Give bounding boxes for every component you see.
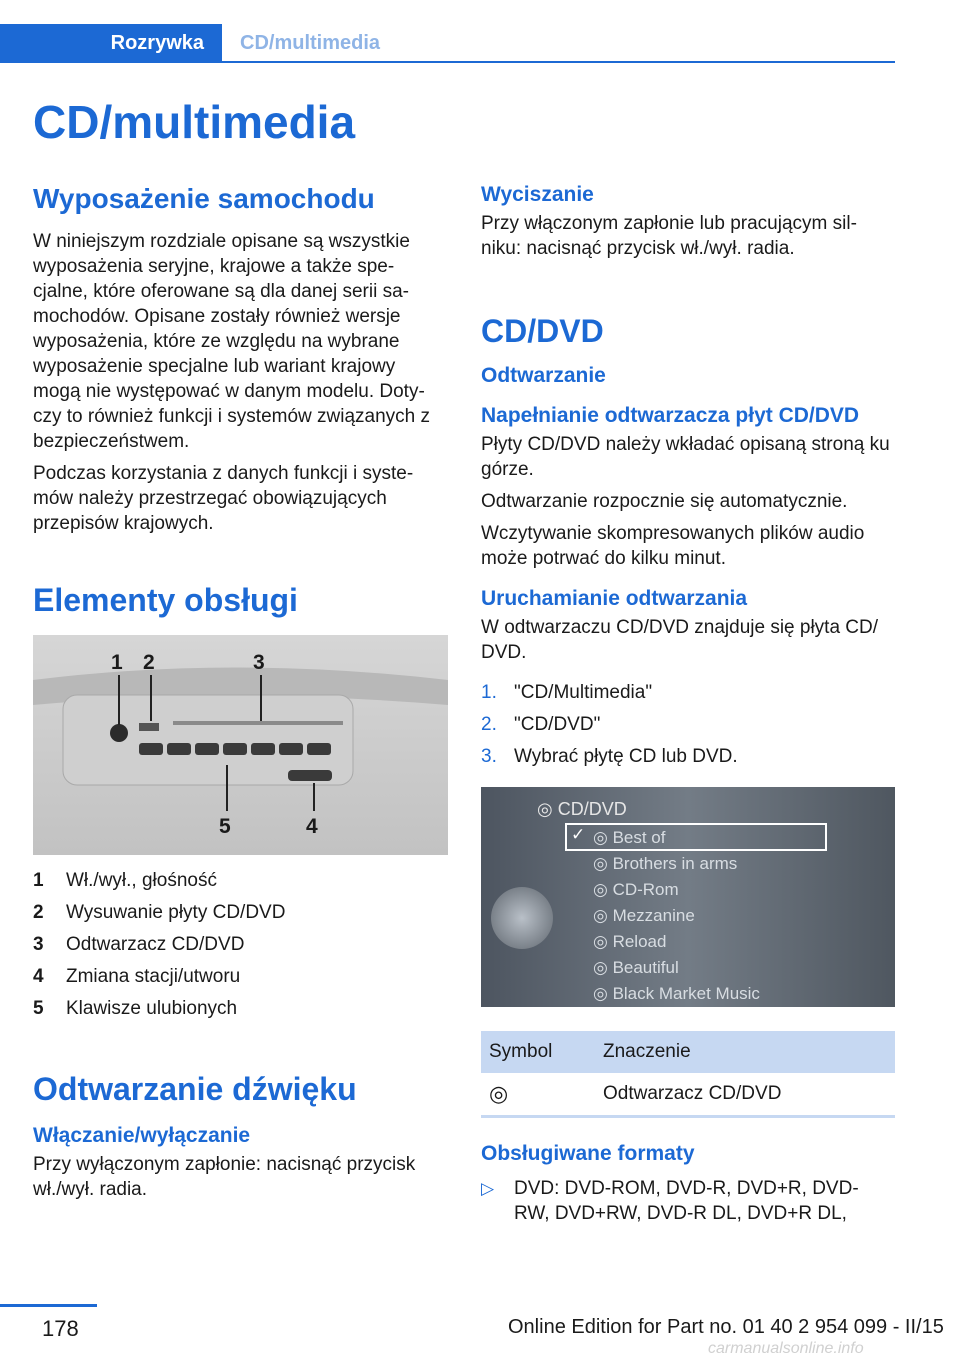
track-list bbox=[593, 825, 760, 1007]
section-title-cd-dvd: CD/DVD bbox=[481, 313, 604, 349]
column-header-symbol: Symbol bbox=[481, 1031, 602, 1073]
legend-text: Zmiana stacji/utworu bbox=[66, 966, 241, 987]
photo-label-5: 5 bbox=[219, 815, 231, 838]
photo-label-1: 1 bbox=[111, 651, 123, 674]
regulations-paragraph: Podczas korzystania z danych funkcji i syste-mów należy przestrzegać obowiązujących przepisów krajowych. bbox=[33, 463, 414, 534]
page-title: CD/multimedia bbox=[33, 96, 356, 148]
step-number: 2. bbox=[481, 714, 497, 735]
step-item bbox=[481, 709, 896, 741]
track-item[interactable] bbox=[593, 955, 760, 981]
track-name: Black Market Music bbox=[612, 984, 760, 1003]
section-title-equipment: Wyposażenie samochodu bbox=[33, 183, 375, 214]
disc-icon: ◎ bbox=[593, 828, 613, 847]
formats-list-item bbox=[481, 1176, 896, 1226]
tab-rozrywka[interactable]: Rozrywka bbox=[0, 24, 222, 62]
disc-icon: ◎ bbox=[593, 880, 613, 899]
loading-paragraph-3: Wczytywanie skompresowanych plików audio może potrwać do kilku minut. bbox=[481, 523, 865, 569]
subsection-title-playback: Odtwarzanie bbox=[481, 364, 606, 387]
disc-icon: ◎ bbox=[489, 1081, 509, 1106]
right-column bbox=[481, 183, 896, 1226]
disc-icon: ◎ bbox=[593, 854, 613, 873]
legend-text: Wysuwanie płyty CD/DVD bbox=[66, 902, 286, 923]
track-item[interactable] bbox=[593, 903, 760, 929]
legend-list bbox=[33, 865, 448, 1025]
track-name: Brothers in arms bbox=[612, 854, 738, 873]
tab-cd-multimedia[interactable]: CD/multimedia bbox=[240, 32, 381, 54]
legend-number: 2 bbox=[33, 902, 44, 923]
track-item[interactable] bbox=[593, 877, 760, 903]
section-title-controls: Elementy obsługi bbox=[33, 582, 298, 618]
symbol-table bbox=[481, 1031, 895, 1118]
check-icon: ✓ bbox=[571, 825, 586, 844]
legend-item bbox=[33, 865, 448, 897]
start-paragraph: W odtwarzaczu CD/DVD znajduje się płyta CD/ DVD. bbox=[481, 617, 879, 663]
subsection-title-start: Uruchamianie odtwarzania bbox=[481, 587, 748, 610]
onoff-paragraph: Przy wyłączonym zapłonie: nacisnąć przycisk wł./wył. radia. bbox=[33, 1154, 416, 1200]
table-row bbox=[481, 1073, 895, 1117]
disc-icon: ◎ bbox=[593, 906, 613, 925]
formats-text: DVD: DVD-ROM, DVD-R, DVD+R, DVD-RW, DVD+RW, DVD-R DL, DVD+R DL, bbox=[514, 1178, 859, 1224]
table-cell-meaning: Odtwarzacz CD/DVD bbox=[603, 1083, 782, 1104]
bullet-triangle-icon: ▷ bbox=[481, 1179, 495, 1198]
step-number: 1. bbox=[481, 682, 497, 703]
loading-paragraph-2: Odtwarzanie rozpocznie się automatycznie. bbox=[481, 491, 848, 512]
column-header-meaning: Znaczenie bbox=[602, 1031, 895, 1073]
track-name: CD-Rom bbox=[612, 880, 679, 899]
track-item[interactable] bbox=[593, 825, 760, 851]
step-text: "CD/Multimedia" bbox=[514, 682, 653, 703]
legend-item bbox=[33, 961, 448, 993]
section-title-audio: Odtwarzanie dźwięku bbox=[33, 1071, 357, 1107]
screen-title: CD/DVD bbox=[557, 799, 627, 819]
disc-icon: ◎ bbox=[537, 799, 553, 819]
step-list bbox=[481, 677, 896, 773]
legend-text: Odtwarzacz CD/DVD bbox=[66, 934, 245, 955]
idrive-screen bbox=[481, 787, 895, 1007]
table-header-row bbox=[481, 1031, 895, 1073]
step-number: 3. bbox=[481, 746, 497, 767]
track-name: Best of bbox=[612, 828, 666, 847]
track-item[interactable] bbox=[593, 851, 760, 877]
track-name: Beautiful bbox=[612, 958, 679, 977]
subsection-title-mute: Wyciszanie bbox=[481, 183, 594, 206]
screen-header bbox=[537, 799, 627, 820]
legend-number: 3 bbox=[33, 934, 44, 955]
legend-number: 1 bbox=[33, 870, 44, 891]
disc-icon: ◎ bbox=[593, 958, 613, 977]
photo-label-3: 3 bbox=[253, 651, 265, 674]
disc-icon: ◎ bbox=[593, 984, 613, 1003]
track-name: Mezzanine bbox=[612, 906, 695, 925]
loading-paragraph-1: Płyty CD/DVD należy wkładać opisaną stroną ku górze. bbox=[481, 434, 890, 480]
step-item bbox=[481, 741, 896, 773]
legend-item bbox=[33, 897, 448, 929]
legend-number: 4 bbox=[33, 966, 44, 987]
mute-paragraph: Przy włączonym zapłonie lub pracującym sil-niku: nacisnąć przycisk wł./wył. radia. bbox=[481, 213, 857, 259]
screen-controller-icon bbox=[491, 887, 553, 949]
legend-number: 5 bbox=[33, 998, 44, 1019]
disc-icon: ◎ bbox=[593, 932, 613, 951]
legend-item bbox=[33, 929, 448, 961]
radio-panel-photo bbox=[33, 635, 448, 855]
step-item bbox=[481, 677, 896, 709]
footer-rule bbox=[0, 1304, 97, 1307]
legend-text: Wł./wył., głośność bbox=[66, 870, 217, 891]
legend-item bbox=[33, 993, 448, 1025]
watermark: carmanualsonline.info bbox=[708, 1340, 864, 1357]
track-item[interactable] bbox=[593, 981, 760, 1007]
page-number: 178 bbox=[42, 1316, 79, 1341]
left-column bbox=[33, 183, 448, 1202]
legend-text: Klawisze ulubionych bbox=[66, 998, 238, 1019]
photo-label-4: 4 bbox=[306, 815, 318, 838]
subsection-title-loading: Napełnianie odtwarzacza płyt CD/DVD bbox=[481, 404, 860, 427]
track-item[interactable] bbox=[593, 929, 760, 955]
edition-note: Online Edition for Part no. 01 40 2 954 099 - II/15 bbox=[508, 1316, 944, 1338]
equipment-paragraph: W niniejszym rozdziale opisane są wszystkie wyposażenia seryjne, krajowe a także spe-cjalne, które oferowane są dla danej serii sa-mochodów. Opisane zostały również wersje wyposażenia, które ze względu na wybrane wyposażenie specjalne lub wariant krajowy mogą nie występować w danym modelu. Doty-czy to również funkcji i systemów związanych z bezpieczeństwem. bbox=[33, 231, 431, 452]
subsection-title-onoff: Włączanie/wyłączanie bbox=[33, 1124, 251, 1147]
step-text: "CD/DVD" bbox=[514, 714, 601, 735]
photo-label-2: 2 bbox=[143, 651, 155, 674]
track-name: Reload bbox=[612, 932, 667, 951]
step-text: Wybrać płytę CD lub DVD. bbox=[514, 746, 738, 767]
subsection-title-formats: Obsługiwane formaty bbox=[481, 1142, 695, 1165]
